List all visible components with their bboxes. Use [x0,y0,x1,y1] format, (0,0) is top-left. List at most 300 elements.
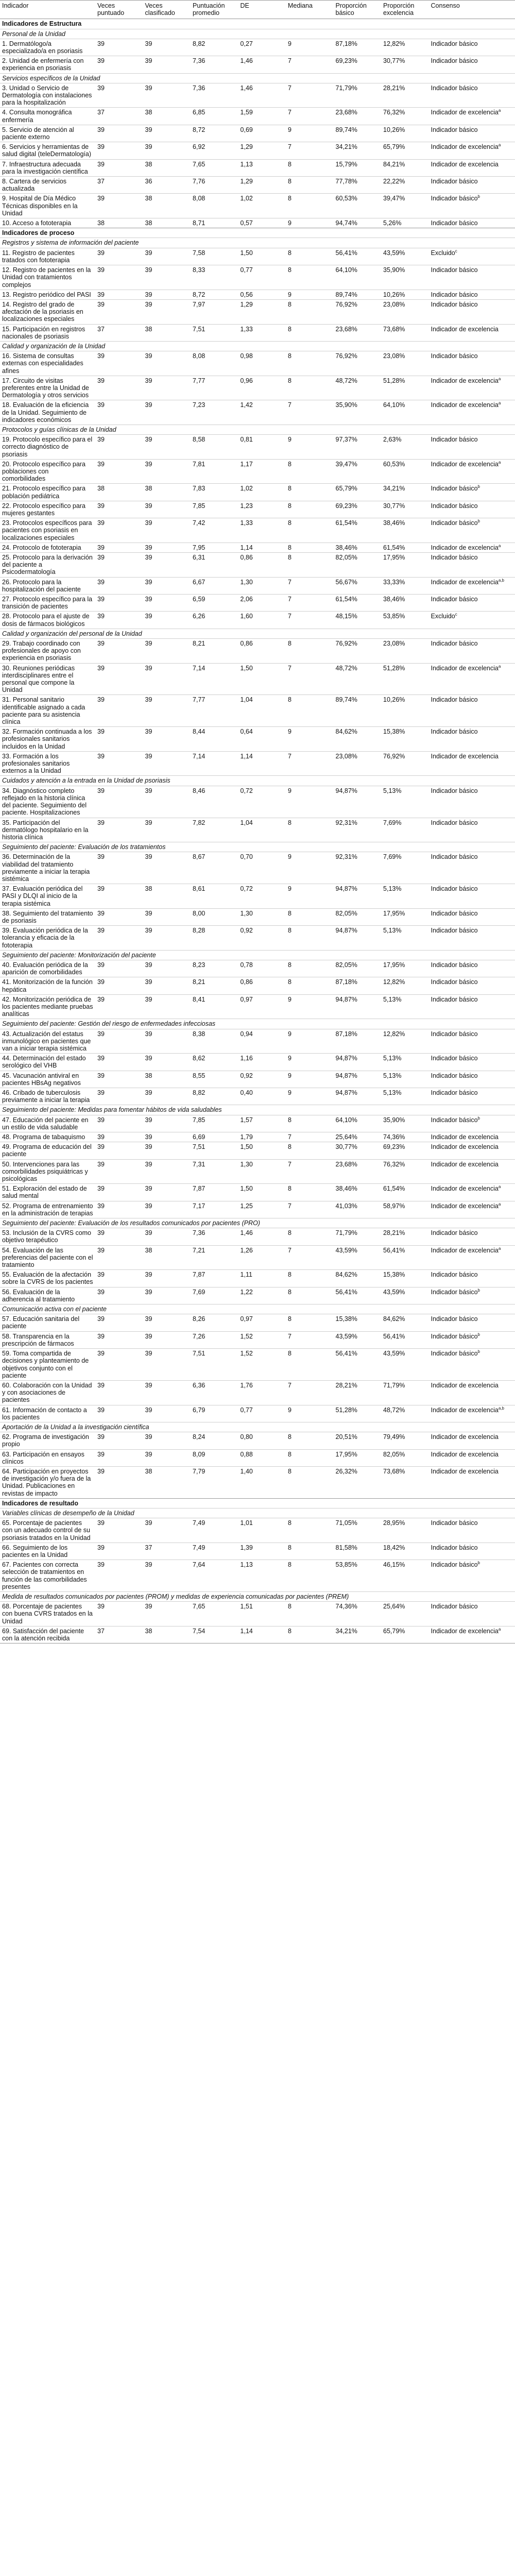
de-value-cell: 1,11 [238,1270,286,1287]
proporcion-excelencia-cell: 79,49% [381,1432,429,1449]
de-value-cell: 0,78 [238,960,286,977]
mediana-cell: 8 [286,1543,334,1560]
footnote-marker: a [498,108,501,113]
puntuacion-promedio-cell: 8,58 [191,435,238,460]
veces-clasificado-cell: 38 [143,484,191,501]
indicator-name: 30. Reuniones periódicas interdisciplinares entre el personal que compone la Unidad [0,663,95,695]
consenso-cell [429,159,515,176]
header-mediana: Mediana [286,1,334,19]
veces-clasificado-cell: 39 [143,908,191,925]
puntuacion-promedio-cell: 8,72 [191,125,238,142]
consenso-cell [429,1543,515,1560]
puntuacion-promedio-cell: 8,41 [191,994,238,1019]
consenso-label: Indicador básico [431,57,478,65]
proporcion-basico-cell: 38,46% [334,1184,382,1201]
consenso-cell [429,1029,515,1054]
de-value-cell: 1,29 [238,177,286,194]
veces-puntuado-cell: 39 [95,1115,143,1132]
indicator-name: 50. Intervenciones para las comorbilidades psiquiátricas y psicológicas [0,1159,95,1184]
veces-clasificado-cell: 39 [143,1432,191,1449]
consenso-label: Indicador de excelencia [431,1246,499,1254]
proporcion-basico-cell: 76,92% [334,351,382,376]
proporcion-basico-cell: 26,32% [334,1466,382,1498]
table-row [0,1543,515,1560]
de-value-cell: 2,06 [238,595,286,612]
proporcion-basico-cell: 56,41% [334,248,382,265]
proporcion-basico-cell: 17,95% [334,1449,382,1466]
de-value-cell: 0,40 [238,1088,286,1105]
proporcion-basico-cell: 30,77% [334,1142,382,1159]
de-value-cell: 0,72 [238,884,286,909]
veces-clasificado-cell: 39 [143,376,191,400]
table-header-row [0,1,515,19]
proporcion-excelencia-cell: 2,63% [381,435,429,460]
consenso-cell [429,400,515,425]
footnote-marker: b [477,484,480,489]
veces-puntuado-cell: 39 [95,727,143,752]
table-row [0,1518,515,1543]
veces-clasificado-cell: 39 [143,1405,191,1422]
veces-clasificado-cell: 39 [143,595,191,612]
consenso-label: Indicador básico [431,1072,478,1079]
subsection-heading: Medida de resultados comunicados por pacientes (PROM) y medidas de experiencia comunicadas por pacientes (PREM) [0,1591,515,1601]
proporcion-basico-cell: 23,08% [334,751,382,776]
indicator-name: 4. Consulta monográfica enfermería [0,108,95,125]
indicator-name: 49. Programa de educación del paciente [0,1142,95,1159]
veces-clasificado-cell: 39 [143,977,191,994]
proporcion-basico-cell: 56,67% [334,577,382,594]
de-value-cell: 0,94 [238,1029,286,1054]
de-value-cell: 1,14 [238,543,286,552]
indicator-name: 58. Transparencia en la prescripción de fármacos [0,1331,95,1348]
table-row [0,908,515,925]
proporcion-basico-cell: 92,31% [334,852,382,884]
consenso-cell [429,484,515,501]
table-row [0,1142,515,1159]
table-row [0,1228,515,1245]
de-value-cell: 1,40 [238,1466,286,1498]
puntuacion-promedio-cell: 7,36 [191,1228,238,1245]
mediana-cell: 8 [286,248,334,265]
veces-puntuado-cell: 39 [95,818,143,842]
consenso-cell [429,290,515,299]
consenso-cell [429,1184,515,1201]
mediana-cell: 9 [286,1088,334,1105]
de-value-cell: 1,14 [238,751,286,776]
footnote-marker: a [498,460,501,465]
veces-clasificado-cell: 39 [143,577,191,594]
consenso-label: Indicador básico [431,787,478,794]
proporcion-excelencia-cell: 48,72% [381,1405,429,1422]
table-row [0,484,515,501]
proporcion-excelencia-cell: 51,28% [381,663,429,695]
proporcion-excelencia-cell: 28,95% [381,1518,429,1543]
proporcion-basico-cell: 87,18% [334,39,382,56]
mediana-cell: 9 [286,994,334,1019]
consenso-label: Indicador de excelencia [431,1450,499,1458]
proporcion-excelencia-cell: 30,77% [381,56,429,73]
proporcion-excelencia-cell: 18,42% [381,1543,429,1560]
indicator-name: 65. Porcentaje de pacientes con un adecuado control de su psoriasis tratados en la Unidad [0,1518,95,1543]
mediana-cell: 8 [286,299,334,324]
proporcion-basico-cell: 69,23% [334,56,382,73]
veces-clasificado-cell: 39 [143,663,191,695]
veces-puntuado-cell: 39 [95,884,143,909]
table-row [0,56,515,73]
veces-puntuado-cell: 39 [95,501,143,518]
mediana-cell: 7 [286,56,334,73]
proporcion-excelencia-cell: 35,90% [381,1115,429,1132]
veces-puntuado-cell: 39 [95,1088,143,1105]
veces-clasificado-cell: 39 [143,727,191,752]
subsection-heading-row [0,950,515,960]
indicator-name: 28. Protocolo para el ajuste de dosis de fármacos biológicos [0,612,95,629]
consenso-label: Indicador de excelencia [431,143,499,151]
veces-clasificado-cell: 39 [143,818,191,842]
proporcion-basico-cell: 53,85% [334,1560,382,1592]
mediana-cell: 8 [286,1602,334,1626]
de-value-cell: 1,17 [238,459,286,484]
veces-puntuado-cell: 39 [95,926,143,951]
de-value-cell: 1,29 [238,142,286,159]
table-row [0,1071,515,1088]
veces-puntuado-cell: 39 [95,1349,143,1381]
table-row [0,1560,515,1592]
veces-puntuado-cell: 39 [95,695,143,727]
indicator-name: 8. Cartera de servicios actualizada [0,177,95,194]
proporcion-basico-cell: 92,31% [334,818,382,842]
proporcion-basico-cell: 87,18% [334,977,382,994]
table-row [0,663,515,695]
subsection-heading: Seguimiento del paciente: Evaluación de los tratamientos [0,842,515,852]
de-value-cell: 1,33 [238,518,286,543]
puntuacion-promedio-cell: 7,42 [191,518,238,543]
consenso-label: Indicador básico [431,436,478,444]
veces-clasificado-cell: 39 [143,142,191,159]
veces-puntuado-cell: 39 [95,977,143,994]
indicator-name: 60. Colaboración con la Unidad y con asociaciones de pacientes [0,1380,95,1405]
veces-clasificado-cell: 38 [143,1071,191,1088]
mediana-cell: 9 [286,218,334,228]
subsection-heading-row [0,1218,515,1228]
consenso-label: Indicador básico [431,1229,478,1237]
consenso-cell [429,1088,515,1105]
mediana-cell: 9 [286,290,334,299]
consenso-cell [429,1071,515,1088]
indicator-name: 54. Evaluación de las preferencias del paciente con el tratamiento [0,1245,95,1270]
indicator-name: 57. Educación sanitaria del paciente [0,1314,95,1331]
de-value-cell: 0,27 [238,39,286,56]
proporcion-basico-cell: 94,74% [334,218,382,228]
de-value-cell: 1,46 [238,83,286,108]
mediana-cell: 7 [286,1159,334,1184]
consenso-cell [429,577,515,594]
proporcion-excelencia-cell: 76,32% [381,108,429,125]
consenso-label: Excluido [431,249,455,257]
table-row [0,926,515,951]
footnote-marker: a [498,1201,501,1207]
veces-puntuado-cell: 39 [95,1331,143,1348]
subsection-heading: Servicios específicos de la Unidad [0,73,515,83]
consenso-cell [429,960,515,977]
veces-clasificado-cell: 39 [143,56,191,73]
table-body [0,19,515,1643]
mediana-cell: 7 [286,142,334,159]
de-value-cell: 1,14 [238,1626,286,1643]
puntuacion-promedio-cell: 7,95 [191,543,238,552]
indicator-name: 52. Programa de entrenamiento en la administración de terapias [0,1201,95,1218]
proporcion-basico-cell: 94,87% [334,926,382,951]
de-value-cell: 1,46 [238,1228,286,1245]
section-heading: Indicadores de Estructura [0,19,515,29]
consenso-cell [429,1449,515,1466]
veces-clasificado-cell: 36 [143,177,191,194]
footnote-marker: a [498,543,501,548]
consenso-label: Indicador básico [431,178,478,185]
mediana-cell: 8 [286,1432,334,1449]
veces-puntuado-cell: 39 [95,142,143,159]
consenso-cell [429,1349,515,1381]
footnote-marker: a,b [498,578,504,583]
proporcion-excelencia-cell: 60,53% [381,459,429,484]
de-value-cell: 0,86 [238,977,286,994]
mediana-cell: 9 [286,1029,334,1054]
veces-puntuado-cell: 39 [95,577,143,594]
proporcion-excelencia-cell: 58,97% [381,1201,429,1218]
proporcion-basico-cell: 89,74% [334,695,382,727]
mediana-cell: 8 [286,518,334,543]
subsection-heading: Aportación de la Unidad a la investigación científica [0,1422,515,1432]
veces-puntuado-cell: 39 [95,612,143,629]
table-row [0,459,515,484]
subsection-heading-row [0,776,515,786]
puntuacion-promedio-cell: 8,21 [191,639,238,664]
veces-puntuado-cell: 39 [95,1518,143,1543]
consenso-cell [429,1287,515,1304]
indicator-name: 61. Información de contacto a los pacientes [0,1405,95,1422]
veces-puntuado-cell: 39 [95,1270,143,1287]
puntuacion-promedio-cell: 7,85 [191,501,238,518]
table-row [0,1184,515,1201]
consenso-label: Indicador básico [431,1603,478,1611]
mediana-cell: 7 [286,1201,334,1218]
subsection-heading: Protocolos y guías clínicas de la Unidad [0,425,515,434]
mediana-cell: 8 [286,1142,334,1159]
veces-puntuado-cell: 39 [95,543,143,552]
consenso-label: Indicador básico [431,909,478,917]
proporcion-excelencia-cell: 33,33% [381,577,429,594]
consenso-cell [429,1405,515,1422]
proporcion-basico-cell: 35,90% [334,400,382,425]
proporcion-basico-cell: 97,37% [334,435,382,460]
consenso-label: Indicador básico [431,885,478,893]
puntuacion-promedio-cell: 6,85 [191,108,238,125]
table-row [0,1029,515,1054]
veces-clasificado-cell: 38 [143,159,191,176]
veces-puntuado-cell: 39 [95,1602,143,1626]
footnote-marker: a [498,401,501,406]
mediana-cell: 8 [286,1449,334,1466]
puntuacion-promedio-cell: 8,33 [191,265,238,290]
consenso-label: Indicador básico [431,1271,478,1279]
mediana-cell: 8 [286,553,334,578]
indicator-name: 63. Participación en ensayos clínicos [0,1449,95,1466]
consenso-label: Indicador de excelencia [431,578,499,586]
proporcion-basico-cell: 94,87% [334,1054,382,1071]
de-value-cell: 0,86 [238,553,286,578]
table-row [0,1159,515,1184]
table-row [0,159,515,176]
mediana-cell: 8 [286,1349,334,1381]
proporcion-excelencia-cell: 61,54% [381,543,429,552]
header-proporcion-excelencia: Proporción excelencia [381,1,429,19]
footnote-marker: a [498,664,501,669]
consenso-cell [429,1602,515,1626]
consenso-cell [429,125,515,142]
mediana-cell: 8 [286,1314,334,1331]
veces-puntuado-cell: 39 [95,639,143,664]
consenso-label: Indicador básico [431,1288,478,1296]
proporcion-excelencia-cell: 5,13% [381,926,429,951]
de-value-cell: 1,52 [238,1331,286,1348]
consenso-cell [429,1201,515,1218]
consenso-label: Indicador de excelencia [431,160,499,168]
footnote-marker: c [455,612,457,617]
proporcion-basico-cell: 71,05% [334,1518,382,1543]
indicator-name: 23. Protocolos específicos para pacientes con psoriasis en localizaciones especiales [0,518,95,543]
de-value-cell: 1,30 [238,908,286,925]
indicator-name: 44. Determinación del estado serológico del VHB [0,1054,95,1071]
veces-puntuado-cell: 39 [95,1142,143,1159]
mediana-cell: 8 [286,1115,334,1132]
mediana-cell: 9 [286,39,334,56]
de-value-cell: 0,98 [238,351,286,376]
proporcion-excelencia-cell: 5,13% [381,786,429,818]
consenso-cell [429,612,515,629]
veces-clasificado-cell: 39 [143,1560,191,1592]
consenso-label: Indicador de excelencia [431,460,499,468]
indicator-name: 51. Exploración del estado de salud mental [0,1184,95,1201]
indicator-name: 43. Actualización del estatus inmunológico en pacientes que van a iniciar terapia sistémica [0,1029,95,1054]
table-row [0,248,515,265]
proporcion-excelencia-cell: 28,21% [381,1228,429,1245]
veces-clasificado-cell: 39 [143,265,191,290]
puntuacion-promedio-cell: 8,71 [191,218,238,228]
consenso-label: Indicador básico [431,1116,478,1124]
subsection-heading-row [0,1304,515,1314]
de-value-cell: 0,72 [238,786,286,818]
consenso-cell [429,218,515,228]
veces-puntuado-cell: 39 [95,1201,143,1218]
puntuacion-promedio-cell: 7,64 [191,1560,238,1592]
puntuacion-promedio-cell: 8,72 [191,290,238,299]
de-value-cell: 1,13 [238,159,286,176]
veces-clasificado-cell: 39 [143,1184,191,1201]
proporcion-excelencia-cell: 38,46% [381,595,429,612]
veces-clasificado-cell: 39 [143,1602,191,1626]
indicator-name: 9. Hospital de Día Médico Técnicas disponibles en la Unidad [0,194,95,218]
mediana-cell: 9 [286,435,334,460]
consenso-label: Indicador básico [431,554,478,561]
consenso-cell [429,1132,515,1142]
veces-clasificado-cell: 39 [143,290,191,299]
proporcion-basico-cell: 89,74% [334,290,382,299]
consenso-cell [429,1142,515,1159]
proporcion-excelencia-cell: 10,26% [381,695,429,727]
de-value-cell: 0,64 [238,727,286,752]
proporcion-basico-cell: 48,72% [334,376,382,400]
consenso-label: Indicador básico [431,1519,478,1527]
de-value-cell: 1,52 [238,1349,286,1381]
proporcion-excelencia-cell: 43,59% [381,1349,429,1381]
table-row [0,1270,515,1287]
veces-clasificado-cell: 39 [143,1349,191,1381]
veces-clasificado-cell: 39 [143,1518,191,1543]
indicator-name: 69. Satisfacción del paciente con la atención recibida [0,1626,95,1643]
proporcion-basico-cell: 84,62% [334,1270,382,1287]
puntuacion-promedio-cell: 6,79 [191,1405,238,1422]
mediana-cell: 8 [286,1270,334,1287]
table-row [0,324,515,341]
indicator-name: 6. Servicios y herramientas de salud digital (teleDermatología) [0,142,95,159]
de-value-cell: 1,30 [238,577,286,594]
mediana-cell: 7 [286,1331,334,1348]
indicator-name: 56. Evaluación de la adherencia al tratamiento [0,1287,95,1304]
consenso-label: Indicador de excelencia [431,1185,499,1193]
mediana-cell: 8 [286,459,334,484]
subsection-heading: Seguimiento del paciente: Medidas para fomentar hábitos de vida saludables [0,1105,515,1115]
consenso-cell [429,786,515,818]
proporcion-excelencia-cell: 71,79% [381,1380,429,1405]
indicator-name: 48. Programa de tabaquismo [0,1132,95,1142]
mediana-cell: 8 [286,695,334,727]
de-value-cell: 0,69 [238,125,286,142]
table-row [0,1626,515,1643]
consenso-label: Indicador básico [431,195,478,202]
veces-puntuado-cell: 39 [95,1432,143,1449]
header-consenso: Consenso [429,1,515,19]
proporcion-excelencia-cell: 34,21% [381,484,429,501]
mediana-cell: 8 [286,351,334,376]
mediana-cell: 8 [286,1228,334,1245]
indicator-name: 24. Protocolo de fototerapia [0,543,95,552]
mediana-cell: 8 [286,818,334,842]
puntuacion-promedio-cell: 8,38 [191,1029,238,1054]
proporcion-excelencia-cell: 12,82% [381,1029,429,1054]
de-value-cell: 1,50 [238,1142,286,1159]
proporcion-excelencia-cell: 76,92% [381,751,429,776]
consenso-cell [429,1518,515,1543]
mediana-cell: 9 [286,727,334,752]
veces-clasificado-cell: 39 [143,1228,191,1245]
proporcion-basico-cell: 76,92% [334,299,382,324]
consenso-cell [429,501,515,518]
table-row [0,435,515,460]
de-value-cell: 0,97 [238,994,286,1019]
consenso-cell [429,639,515,664]
proporcion-basico-cell: 56,41% [334,1287,382,1304]
consenso-cell [429,1331,515,1348]
subsection-heading-row [0,425,515,434]
puntuacion-promedio-cell: 8,00 [191,908,238,925]
proporcion-basico-cell: 94,87% [334,786,382,818]
de-value-cell: 0,70 [238,852,286,884]
consenso-cell [429,727,515,752]
mediana-cell: 9 [286,1071,334,1088]
consenso-cell [429,39,515,56]
proporcion-basico-cell: 74,36% [334,1602,382,1626]
table-row [0,400,515,425]
